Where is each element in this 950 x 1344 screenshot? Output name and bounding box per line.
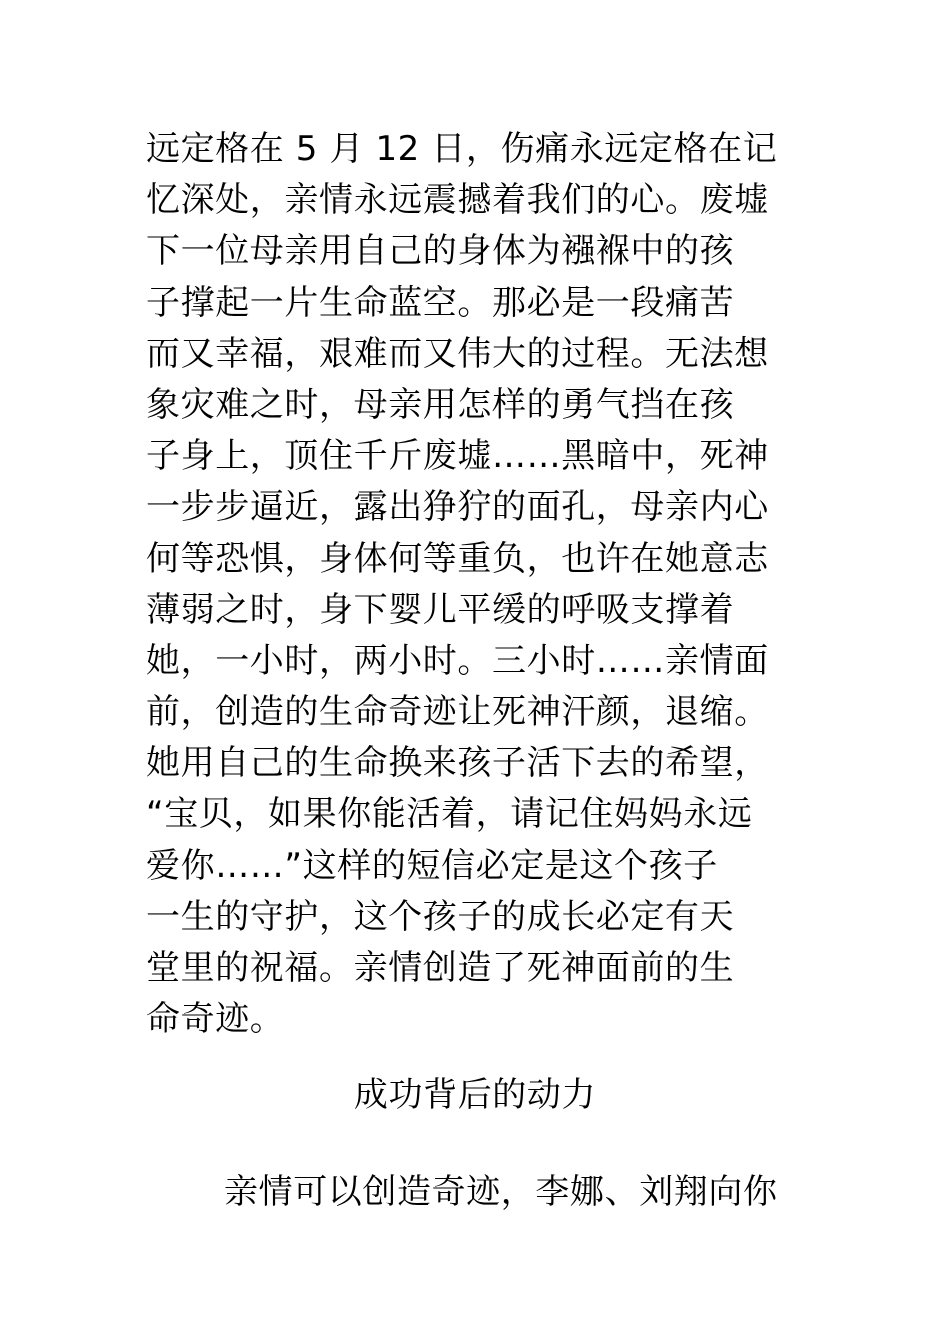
body-paragraph [146, 124, 846, 1045]
paragraph-line: 而又幸福，艰难而又伟大的过程。无法想 [146, 333, 769, 374]
paragraph-line: 远定格在 5 月 12 日，伤痛永远定格在记 [146, 129, 778, 169]
paragraph-line: 一步步逼近，露出狰狞的面孔，母亲内心 [146, 487, 769, 528]
paragraph-line: 象灾难之时，母亲用怎样的勇气挡在孩 [146, 384, 735, 425]
paragraph-line: 子撑起一片生命蓝空。那必是一段痛苦 [146, 282, 735, 323]
paragraph-line: 命奇迹。 [146, 999, 285, 1040]
paragraph-line: 堂里的祝福。亲情创造了死神面前的生 [146, 948, 735, 988]
paragraph-line: 她用自己的生命换来孩子活下去的希望， [146, 743, 769, 784]
paragraph-line: 薄弱之时，身下婴儿平缓的呼吸支撑着 [146, 589, 735, 630]
paragraph-2-first-line: 亲情可以创造奇迹，李娜、刘翔向你 [224, 1172, 778, 1212]
paragraph-line: 前，创造的生命奇迹让死神汗颜，退缩。 [146, 692, 769, 733]
paragraph-line: 她，一小时，两小时。三小时……亲情面 [146, 640, 769, 681]
paragraph-line: 下一位母亲用自己的身体为襁褓中的孩 [146, 231, 735, 272]
paragraph-line: 一生的守护，这个孩子的成长必定有天 [146, 896, 735, 937]
paragraph-line: 何等恐惧，身体何等重负，也许在她意志 [146, 538, 769, 579]
paragraph-line: “宝贝，如果你能活着，请记住妈妈永远 [146, 794, 753, 835]
section-heading: 成功背后的动力 [353, 1075, 597, 1115]
paragraph-line: 子身上，顶住千斤废墟……黑暗中，死神 [146, 436, 769, 477]
paragraph-line: 忆深处，亲情永远震撼着我们的心。废墟 [146, 180, 769, 221]
paragraph-line: 爱你……”这样的短信必定是这个孩子 [146, 845, 718, 886]
